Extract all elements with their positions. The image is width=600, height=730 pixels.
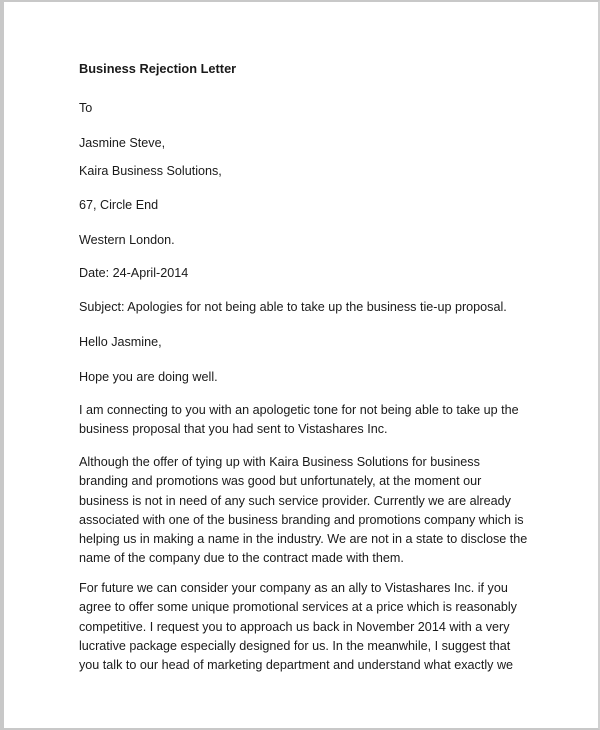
- letter-subject: Subject: Apologies for not being able to take up the business tie-up proposal.: [79, 300, 507, 314]
- paragraph-line: name of the company due to the contract made with them.: [79, 551, 404, 566]
- paragraph-line: associated with one of the business branding and promotions company which is: [79, 512, 524, 527]
- paragraph-line: branding and promotions was good but unfortunately, at the moment our: [79, 474, 482, 489]
- recipient-company: Kaira Business Solutions,: [79, 164, 222, 178]
- paragraph-line: Although the offer of tying up with Kaira Business Solutions for business: [79, 455, 480, 469]
- letter-date: Date: 24-April-2014: [79, 266, 189, 280]
- paragraph-line: business is not in need of any such service provider. Currently we are already: [79, 493, 511, 508]
- paragraph-3: [79, 579, 539, 675]
- recipient-to: To: [79, 101, 93, 115]
- paragraph-line: agree to offer some unique promotional services at a price which is reasonably: [79, 600, 517, 615]
- paragraph-line: lucrative package especially designed for us. In the meanwhile, I suggest that: [79, 638, 511, 653]
- paragraph-line: I am connecting to you with an apologetic tone for not being able to take up the: [79, 403, 519, 417]
- paragraph-line: business proposal that you had sent to Vistashares Inc.: [79, 422, 388, 437]
- paragraph-2: [79, 453, 539, 569]
- letter-opening: Hope you are doing well.: [79, 370, 218, 384]
- paragraph-line: helping us in making a name in the industry. We are not in a state to disclose the: [79, 532, 528, 547]
- paragraph-line: For future we can consider your company as an ally to Vistashares Inc. if you: [79, 581, 508, 595]
- recipient-address-line1: 67, Circle End: [79, 198, 159, 212]
- recipient-name: Jasmine Steve,: [79, 136, 166, 150]
- letter-greeting: Hello Jasmine,: [79, 335, 162, 349]
- paragraph-1: [79, 401, 539, 440]
- document-title: Business Rejection Letter: [79, 61, 237, 76]
- paragraph-line: competitive. I request you to approach us back in November 2014 with a very: [79, 619, 510, 634]
- recipient-address-line2: Western London.: [79, 233, 175, 247]
- paragraph-line: you talk to our head of marketing department and understand what exactly we: [79, 658, 514, 673]
